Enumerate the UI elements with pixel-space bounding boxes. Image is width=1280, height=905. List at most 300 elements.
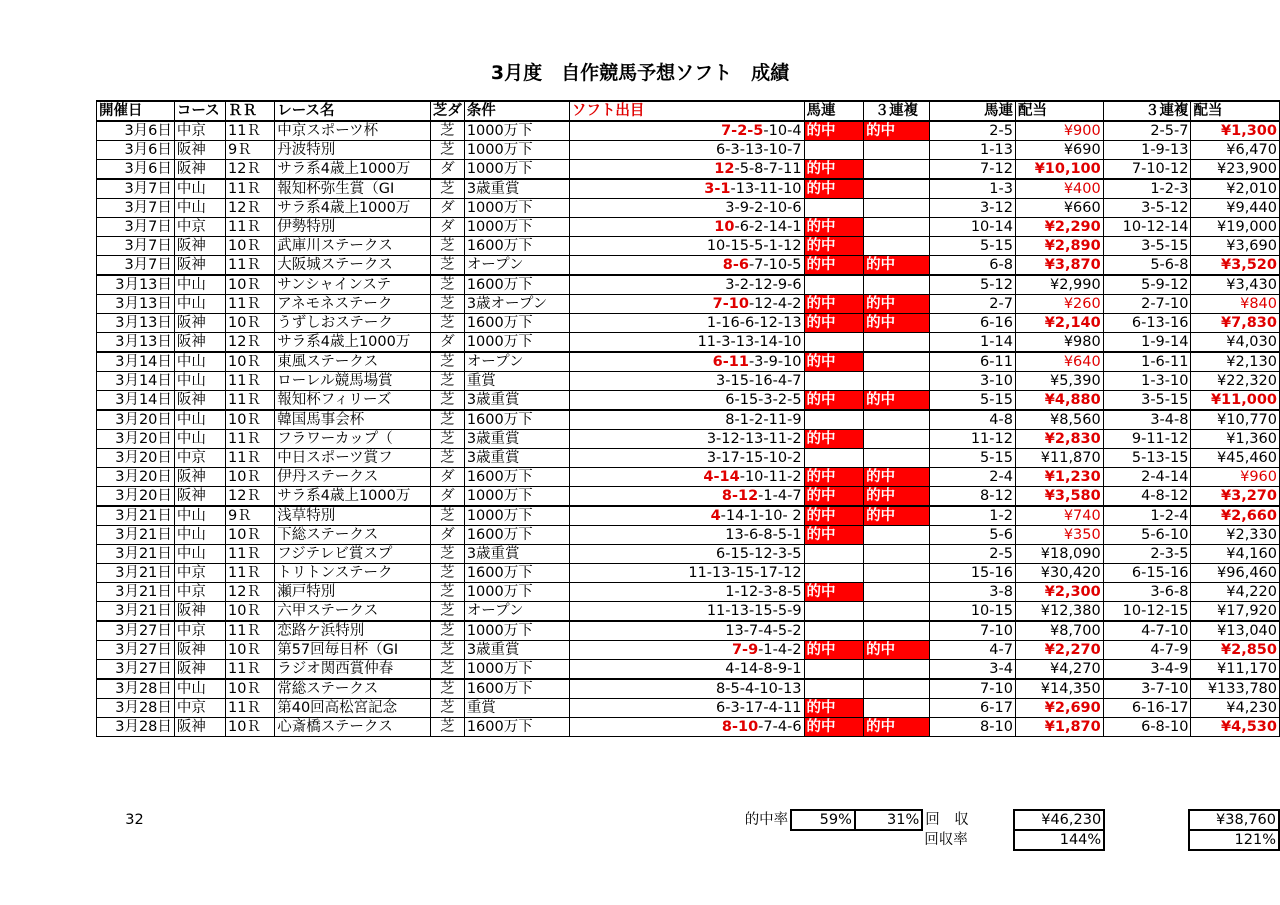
trio-payout-cell: ¥19,000 <box>1191 218 1280 237</box>
umaren-payout-cell: ¥18,090 <box>1015 545 1103 564</box>
soft-pick-cell: 13-6-8-5-1 <box>569 526 804 545</box>
course-cell: 中山 <box>174 526 225 545</box>
course-cell: 阪神 <box>174 237 225 256</box>
condition-cell: 1000万下 <box>464 121 569 141</box>
trio-hit-cell: 的中 <box>864 487 930 507</box>
return-rate-trio: 121% <box>1189 830 1279 850</box>
umaren-payout-cell: ¥2,990 <box>1015 275 1103 295</box>
soft-pick-cell: 10-15-5-1-12 <box>569 237 804 256</box>
trio-payout-cell: ¥9,440 <box>1191 199 1280 218</box>
trio-result-cell: 4-7-10 <box>1103 621 1191 641</box>
table-row <box>97 199 1280 218</box>
trio-result-cell: 4-8-12 <box>1103 487 1191 507</box>
race-number-cell: 12Ｒ <box>226 199 275 218</box>
surface-cell: 芝 <box>430 449 464 468</box>
race-name-cell: 浅草特別 <box>275 506 431 526</box>
race-name-cell: 東風ステークス <box>275 352 431 372</box>
soft-pick-highlight: 8-10 <box>721 719 759 735</box>
condition-cell: 3歳重賞 <box>464 179 569 199</box>
surface-cell: ダ <box>430 199 464 218</box>
trio-payout-cell: ¥4,530 <box>1191 718 1280 737</box>
race-number-cell: 9Ｒ <box>226 506 275 526</box>
condition-cell: 3歳重賞 <box>464 545 569 564</box>
race-number-cell: 9Ｒ <box>226 141 275 160</box>
course-cell: 阪神 <box>174 468 225 487</box>
course-cell: 中京 <box>174 449 225 468</box>
umaren-result-cell: 6-17 <box>929 699 1015 718</box>
table-row <box>97 699 1280 718</box>
surface-cell: 芝 <box>430 410 464 430</box>
condition-cell: 1000万下 <box>464 506 569 526</box>
trio-result-cell: 2-7-10 <box>1103 295 1191 314</box>
soft-pick-cell: 13-7-4-5-2 <box>569 621 804 641</box>
condition-cell: 1600万下 <box>464 718 569 737</box>
trio-result-cell: 4-7-9 <box>1103 641 1191 660</box>
race-name-cell: 報知杯弥生賞（GI <box>275 179 431 199</box>
trio-payout-cell: ¥1,300 <box>1191 121 1280 141</box>
trio-result-cell: 5-6-8 <box>1103 256 1191 276</box>
race-date-cell: 3月27日 <box>97 641 175 660</box>
table-row <box>97 506 1280 526</box>
umaren-payout-cell: ¥11,870 <box>1015 449 1103 468</box>
race-date-cell: 3月6日 <box>97 121 175 141</box>
race-number-cell: 12Ｒ <box>226 583 275 602</box>
surface-cell: 芝 <box>430 275 464 295</box>
soft-pick-highlight: 12 <box>714 161 735 177</box>
race-number-cell: 10Ｒ <box>226 410 275 430</box>
soft-pick-cell <box>569 256 804 276</box>
soft-pick-cell: 6-15-3-2-5 <box>569 391 804 411</box>
umaren-payout-cell: ¥740 <box>1015 506 1103 526</box>
umaren-payout-cell: ¥1,870 <box>1015 718 1103 737</box>
umaren-result-cell: 1-14 <box>929 333 1015 353</box>
surface-cell: 芝 <box>430 121 464 141</box>
trio-result-cell: 3-5-15 <box>1103 237 1191 256</box>
hit-rate-label: 的中率 <box>744 812 789 828</box>
soft-pick-highlight: 10 <box>714 219 735 235</box>
condition-cell: オープン <box>464 256 569 276</box>
return-rate-umaren: 144% <box>1014 830 1104 850</box>
soft-pick-cell <box>569 121 804 141</box>
surface-cell: 芝 <box>430 314 464 333</box>
race-date-cell: 3月13日 <box>97 275 175 295</box>
umaren-result-cell: 2-5 <box>929 545 1015 564</box>
umaren-result-cell: 6-8 <box>929 256 1015 276</box>
course-cell: 中山 <box>174 295 225 314</box>
trio-hit-cell <box>864 602 930 622</box>
condition-cell: 1000万下 <box>464 141 569 160</box>
umaren-result-cell: 3-8 <box>929 583 1015 602</box>
soft-pick-highlight: 4-14 <box>703 469 740 485</box>
umaren-payout-cell: ¥2,140 <box>1015 314 1103 333</box>
race-date-cell: 3月6日 <box>97 160 175 180</box>
race-number-cell: 11Ｒ <box>226 295 275 314</box>
race-number-cell: 11Ｒ <box>226 449 275 468</box>
header-trio-hit: ３連複 <box>864 101 930 121</box>
umaren-hit-cell <box>804 679 864 699</box>
trio-result-cell: 3-6-8 <box>1103 583 1191 602</box>
umaren-hit-cell <box>804 621 864 641</box>
soft-pick-cell: 1-16-6-12-13 <box>569 314 804 333</box>
soft-pick-cell: 3-2-12-9-6 <box>569 275 804 295</box>
race-date-cell: 3月21日 <box>97 545 175 564</box>
course-cell: 中京 <box>174 621 225 641</box>
race-name-cell: 報知杯フィリーズ <box>275 391 431 411</box>
race-date-cell: 3月13日 <box>97 295 175 314</box>
trio-hit-cell <box>864 621 930 641</box>
umaren-result-cell: 5-15 <box>929 391 1015 411</box>
trio-result-cell: 1-9-13 <box>1103 141 1191 160</box>
race-number-cell: 11Ｒ <box>226 121 275 141</box>
trio-payout-cell: ¥23,900 <box>1191 160 1280 180</box>
condition-cell: 1000万下 <box>464 218 569 237</box>
race-date-cell: 3月14日 <box>97 391 175 411</box>
race-number-cell: 11Ｒ <box>226 545 275 564</box>
table-row <box>97 641 1280 660</box>
race-date-cell: 3月7日 <box>97 199 175 218</box>
trio-payout-cell: ¥13,040 <box>1191 621 1280 641</box>
table-row <box>97 141 1280 160</box>
umaren-result-cell: 6-16 <box>929 314 1015 333</box>
course-cell: 中山 <box>174 430 225 449</box>
trio-result-cell: 3-4-9 <box>1103 660 1191 680</box>
header-umaren-result: 馬連 <box>929 101 1015 121</box>
trio-hit-cell <box>864 275 930 295</box>
race-date-cell: 3月20日 <box>97 487 175 507</box>
trio-payout-cell: ¥3,690 <box>1191 237 1280 256</box>
race-number-cell: 10Ｒ <box>226 602 275 622</box>
trio-hit-cell <box>864 372 930 391</box>
race-number-cell: 10Ｒ <box>226 468 275 487</box>
trio-hit-cell <box>864 333 930 353</box>
trio-result-cell: 6-15-16 <box>1103 564 1191 583</box>
race-name-cell: アネモネステーク <box>275 295 431 314</box>
condition-cell: 1600万下 <box>464 526 569 545</box>
soft-pick-highlight: 3-1 <box>704 181 731 197</box>
race-name-cell: サラ系4歳上1000万 <box>275 333 431 353</box>
surface-cell: 芝 <box>430 430 464 449</box>
umaren-hit-cell: 的中 <box>804 430 864 449</box>
umaren-hit-cell: 的中 <box>804 391 864 411</box>
surface-cell: 芝 <box>430 506 464 526</box>
umaren-hit-cell <box>804 410 864 430</box>
race-date-cell: 3月21日 <box>97 602 175 622</box>
umaren-result-cell: 15-16 <box>929 564 1015 583</box>
umaren-result-cell: 5-6 <box>929 526 1015 545</box>
table-row <box>97 314 1280 333</box>
condition-cell: 1000万下 <box>464 199 569 218</box>
condition-cell: 1000万下 <box>464 487 569 507</box>
course-cell: 中山 <box>174 410 225 430</box>
course-cell: 中京 <box>174 218 225 237</box>
umaren-hit-cell: 的中 <box>804 526 864 545</box>
course-cell: 中山 <box>174 506 225 526</box>
course-cell: 阪神 <box>174 660 225 680</box>
trio-result-cell: 5-13-15 <box>1103 449 1191 468</box>
soft-pick-rest: -12-4-2 <box>748 296 802 312</box>
course-cell: 阪神 <box>174 641 225 660</box>
summary-row-2 <box>96 830 1279 850</box>
race-number-cell: 11Ｒ <box>226 256 275 276</box>
surface-cell: 芝 <box>430 352 464 372</box>
soft-pick-cell: 1-12-3-8-5 <box>569 583 804 602</box>
trio-hit-cell: 的中 <box>864 468 930 487</box>
race-count: 32 <box>125 812 144 828</box>
race-name-cell: フラワーカップ（ <box>275 430 431 449</box>
soft-pick-highlight: 8-12 <box>721 488 759 504</box>
condition-cell: 1600万下 <box>464 237 569 256</box>
soft-pick-highlight: 4 <box>710 508 721 524</box>
trio-result-cell: 10-12-14 <box>1103 218 1191 237</box>
umaren-hit-cell <box>804 275 864 295</box>
trio-hit-cell <box>864 430 930 449</box>
table-row <box>97 718 1280 737</box>
table-row <box>97 372 1280 391</box>
soft-pick-cell <box>569 179 804 199</box>
surface-cell: 芝 <box>430 141 464 160</box>
trio-result-cell: 1-2-3 <box>1103 179 1191 199</box>
surface-cell: 芝 <box>430 699 464 718</box>
race-name-cell: 伊勢特別 <box>275 218 431 237</box>
race-name-cell: 第40回高松宮記念 <box>275 699 431 718</box>
condition-cell: 3歳重賞 <box>464 430 569 449</box>
race-name-cell: 常総ステークス <box>275 679 431 699</box>
trio-hit-cell: 的中 <box>864 314 930 333</box>
table-row <box>97 352 1280 372</box>
race-name-cell: 丹波特別 <box>275 141 431 160</box>
header-soft-pick: ソフト出目 <box>569 101 804 121</box>
surface-cell: ダ <box>430 218 464 237</box>
umaren-hit-cell <box>804 372 864 391</box>
surface-cell: ダ <box>430 526 464 545</box>
soft-pick-cell: 8-5-4-10-13 <box>569 679 804 699</box>
soft-pick-highlight: 7-9 <box>731 642 759 658</box>
trio-payout-cell: ¥3,270 <box>1191 487 1280 507</box>
umaren-hit-cell: 的中 <box>804 718 864 737</box>
trio-payout-cell: ¥45,460 <box>1191 449 1280 468</box>
course-cell: 阪神 <box>174 391 225 411</box>
race-number-cell: 12Ｒ <box>226 487 275 507</box>
header-race-name: レース名 <box>275 101 431 121</box>
trio-hit-cell <box>864 699 930 718</box>
umaren-payout-cell: ¥400 <box>1015 179 1103 199</box>
race-number-cell: 10Ｒ <box>226 352 275 372</box>
condition-cell: オープン <box>464 352 569 372</box>
condition-cell: 1600万下 <box>464 410 569 430</box>
surface-cell: 芝 <box>430 679 464 699</box>
race-number-cell: 11Ｒ <box>226 179 275 199</box>
table-row <box>97 275 1280 295</box>
umaren-result-cell: 2-5 <box>929 121 1015 141</box>
umaren-hit-cell: 的中 <box>804 468 864 487</box>
course-cell: 中山 <box>174 679 225 699</box>
trio-payout-cell: ¥133,780 <box>1191 679 1280 699</box>
umaren-result-cell: 8-10 <box>929 718 1015 737</box>
trio-hit-cell <box>864 545 930 564</box>
trio-payout-cell: ¥7,830 <box>1191 314 1280 333</box>
course-cell: 中山 <box>174 352 225 372</box>
race-date-cell: 3月28日 <box>97 679 175 699</box>
table-row <box>97 237 1280 256</box>
race-number-cell: 10Ｒ <box>226 314 275 333</box>
race-number-cell: 11Ｒ <box>226 391 275 411</box>
surface-cell: 芝 <box>430 545 464 564</box>
surface-cell: ダ <box>430 160 464 180</box>
trio-result-cell: 5-9-12 <box>1103 275 1191 295</box>
course-cell: 阪神 <box>174 718 225 737</box>
race-date-cell: 3月7日 <box>97 256 175 276</box>
course-cell: 中山 <box>174 545 225 564</box>
race-date-cell: 3月7日 <box>97 237 175 256</box>
return-trio: ¥38,760 <box>1189 810 1279 830</box>
umaren-payout-cell: ¥2,690 <box>1015 699 1103 718</box>
race-date-cell: 3月28日 <box>97 718 175 737</box>
trio-result-cell: 3-7-10 <box>1103 679 1191 699</box>
umaren-result-cell: 4-8 <box>929 410 1015 430</box>
trio-hit-cell <box>864 218 930 237</box>
soft-pick-cell: 3-12-13-11-2 <box>569 430 804 449</box>
course-cell: 阪神 <box>174 333 225 353</box>
umaren-payout-cell: ¥4,880 <box>1015 391 1103 411</box>
trio-payout-cell: ¥6,470 <box>1191 141 1280 160</box>
trio-hit-cell <box>864 679 930 699</box>
umaren-payout-cell: ¥4,270 <box>1015 660 1103 680</box>
trio-hit-cell <box>864 160 930 180</box>
condition-cell: 1000万下 <box>464 621 569 641</box>
trio-payout-cell: ¥1,360 <box>1191 430 1280 449</box>
trio-result-cell: 1-6-11 <box>1103 352 1191 372</box>
umaren-result-cell: 1-2 <box>929 506 1015 526</box>
umaren-payout-cell: ¥260 <box>1015 295 1103 314</box>
umaren-result-cell: 5-12 <box>929 275 1015 295</box>
header-trio-payout: 配当 <box>1191 101 1280 121</box>
trio-payout-cell: ¥4,230 <box>1191 699 1280 718</box>
trio-hit-cell <box>864 583 930 602</box>
soft-pick-cell <box>569 352 804 372</box>
table-row <box>97 621 1280 641</box>
course-cell: 阪神 <box>174 602 225 622</box>
trio-result-cell: 9-11-12 <box>1103 430 1191 449</box>
course-cell: 中山 <box>174 179 225 199</box>
summary-row-1 <box>96 810 1279 830</box>
condition-cell: 1600万下 <box>464 679 569 699</box>
race-number-cell: 10Ｒ <box>226 641 275 660</box>
trio-payout-cell: ¥22,320 <box>1191 372 1280 391</box>
header-date: 開催日 <box>97 101 175 121</box>
surface-cell: 芝 <box>430 179 464 199</box>
soft-pick-cell: 11-13-15-5-9 <box>569 602 804 622</box>
trio-hit-cell: 的中 <box>864 641 930 660</box>
condition-cell: 重賞 <box>464 372 569 391</box>
table-row <box>97 468 1280 487</box>
trio-result-cell: 7-10-12 <box>1103 160 1191 180</box>
course-cell: 阪神 <box>174 160 225 180</box>
race-number-cell: 11Ｒ <box>226 564 275 583</box>
race-number-cell: 10Ｒ <box>226 526 275 545</box>
trio-hit-cell: 的中 <box>864 121 930 141</box>
surface-cell: 芝 <box>430 718 464 737</box>
soft-pick-rest: -13-11-10 <box>730 181 802 197</box>
trio-hit-cell <box>864 199 930 218</box>
soft-pick-rest: -14-1-10- 2 <box>720 508 802 524</box>
umaren-payout-cell: ¥2,830 <box>1015 430 1103 449</box>
table-row <box>97 121 1280 141</box>
race-name-cell: 中京スポーツ杯 <box>275 121 431 141</box>
race-number-cell: 11Ｒ <box>226 218 275 237</box>
surface-cell: 芝 <box>430 237 464 256</box>
trio-payout-cell: ¥3,430 <box>1191 275 1280 295</box>
umaren-result-cell: 10-14 <box>929 218 1015 237</box>
trio-hit-cell <box>864 352 930 372</box>
race-date-cell: 3月21日 <box>97 526 175 545</box>
course-cell: 中山 <box>174 372 225 391</box>
condition-cell: 重賞 <box>464 699 569 718</box>
trio-payout-cell: ¥11,000 <box>1191 391 1280 411</box>
race-date-cell: 3月13日 <box>97 314 175 333</box>
race-date-cell: 3月6日 <box>97 141 175 160</box>
condition-cell: 3歳オープン <box>464 295 569 314</box>
soft-pick-cell: 3-9-2-10-6 <box>569 199 804 218</box>
surface-cell: 芝 <box>430 564 464 583</box>
umaren-hit-cell <box>804 199 864 218</box>
condition-cell: 1600万下 <box>464 468 569 487</box>
soft-pick-rest: -10-4 <box>763 123 802 139</box>
umaren-hit-cell: 的中 <box>804 487 864 507</box>
soft-pick-rest: -3-9-10 <box>748 354 802 370</box>
trio-hit-cell: 的中 <box>864 256 930 276</box>
race-date-cell: 3月20日 <box>97 410 175 430</box>
trio-payout-cell: ¥2,850 <box>1191 641 1280 660</box>
soft-pick-rest: -1-4-2 <box>758 642 802 658</box>
race-number-cell: 10Ｒ <box>226 237 275 256</box>
umaren-hit-cell <box>804 564 864 583</box>
race-name-cell: うずしおステーク <box>275 314 431 333</box>
race-date-cell: 3月20日 <box>97 449 175 468</box>
trio-result-cell: 1-9-14 <box>1103 333 1191 353</box>
trio-hit-cell <box>864 564 930 583</box>
course-cell: 中山 <box>174 199 225 218</box>
race-number-cell: 12Ｒ <box>226 333 275 353</box>
trio-result-cell: 10-12-15 <box>1103 602 1191 622</box>
surface-cell: ダ <box>430 468 464 487</box>
umaren-result-cell: 3-12 <box>929 199 1015 218</box>
umaren-hit-cell: 的中 <box>804 699 864 718</box>
race-number-cell: 10Ｒ <box>226 679 275 699</box>
umaren-payout-cell: ¥2,300 <box>1015 583 1103 602</box>
race-name-cell: 六甲ステークス <box>275 602 431 622</box>
umaren-payout-cell: ¥2,890 <box>1015 237 1103 256</box>
umaren-hit-cell: 的中 <box>804 641 864 660</box>
umaren-payout-cell: ¥3,870 <box>1015 256 1103 276</box>
trio-result-cell: 2-4-14 <box>1103 468 1191 487</box>
race-name-cell: 中日スポーツ賞フ <box>275 449 431 468</box>
trio-payout-cell: ¥2,330 <box>1191 526 1280 545</box>
table-row <box>97 449 1280 468</box>
soft-pick-rest: -6-2-14-1 <box>734 219 802 235</box>
race-date-cell: 3月7日 <box>97 179 175 199</box>
trio-payout-cell: ¥840 <box>1191 295 1280 314</box>
race-date-cell: 3月20日 <box>97 430 175 449</box>
umaren-hit-cell: 的中 <box>804 179 864 199</box>
race-number-cell: 10Ｒ <box>226 275 275 295</box>
soft-pick-cell <box>569 718 804 737</box>
umaren-hit-cell: 的中 <box>804 314 864 333</box>
trio-result-cell: 6-13-16 <box>1103 314 1191 333</box>
course-cell: 中山 <box>174 275 225 295</box>
soft-pick-highlight: 7-10 <box>712 296 749 312</box>
trio-result-cell: 3-5-12 <box>1103 199 1191 218</box>
table-row <box>97 410 1280 430</box>
